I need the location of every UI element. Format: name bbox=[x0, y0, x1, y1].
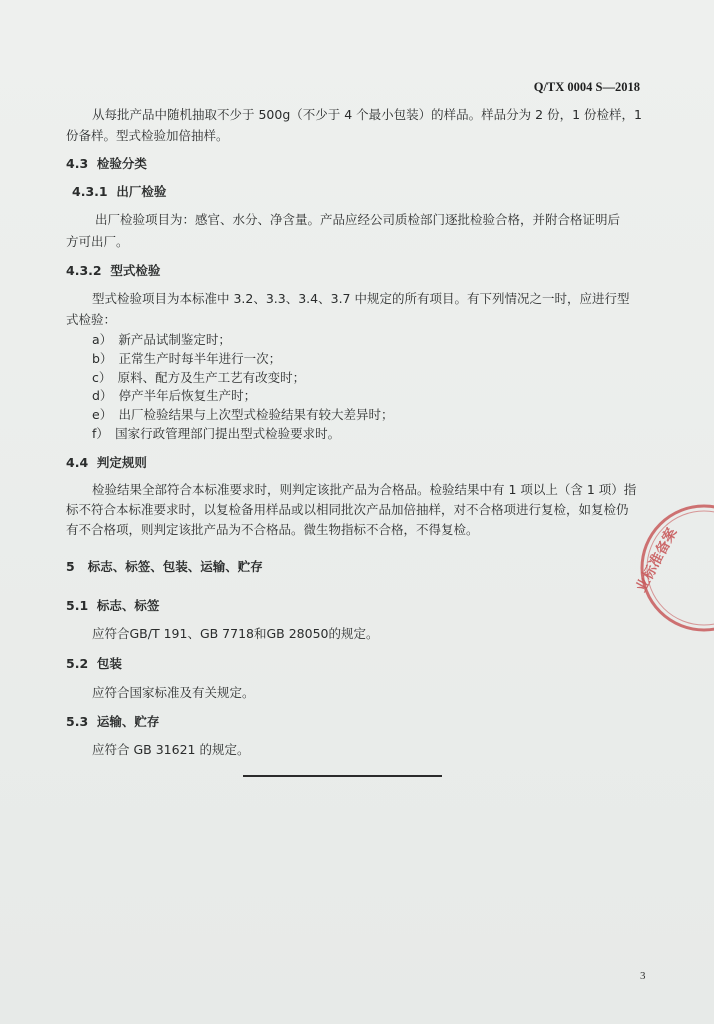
intro-line-2: 份备样。型式检验加倍抽样。 bbox=[66, 128, 229, 143]
section-title: 型式检验 bbox=[110, 263, 161, 278]
section-number: 4.3.1 bbox=[72, 184, 108, 199]
section-title: 检验分类 bbox=[96, 156, 147, 171]
judgement-line-3: 有不合格项，则判定该批产品为不合格品。微生物指标不合格，不得复检。 bbox=[66, 522, 479, 537]
type-inspection-line-2: 式检验： bbox=[66, 312, 117, 327]
section-number: 5.1 bbox=[66, 598, 89, 613]
section-4-3-1-heading bbox=[72, 184, 166, 200]
section-4-3-2-heading bbox=[66, 263, 160, 279]
end-divider bbox=[243, 775, 442, 777]
section-number: 4.4 bbox=[66, 455, 89, 470]
section-title: 标志、标签、包装、运输、贮存 bbox=[87, 559, 263, 574]
list-item: f） 国家行政管理部门提出型式检验要求时。 bbox=[92, 426, 341, 441]
packaging-body: 应符合国家标准及有关规定。 bbox=[92, 685, 255, 700]
type-inspection-line-1: 型式检验项目为本标准中 3.2、3.3、3.4、3.7 中规定的所有项目。有下列情况之一时，应进行型 bbox=[92, 291, 630, 306]
page-number: 3 bbox=[640, 970, 646, 982]
section-4-4-heading bbox=[66, 455, 147, 471]
factory-inspection-line-2: 方可出厂。 bbox=[66, 234, 129, 249]
section-number: 4.3 bbox=[66, 156, 89, 171]
judgement-line-2: 标不符合本标准要求时，以复检备用样品或以相同批次产品加倍抽样，对不合格项进行复检，如复检仍 bbox=[66, 502, 629, 517]
section-4-3-heading bbox=[66, 156, 147, 172]
list-item: e） 出厂检验结果与上次型式检验结果有较大差异时； bbox=[92, 407, 394, 422]
section-title: 包装 bbox=[96, 656, 122, 671]
section-title: 出厂检验 bbox=[116, 184, 167, 199]
section-title: 标志、标签 bbox=[96, 598, 160, 613]
section-5-1-heading bbox=[66, 598, 159, 614]
stamp-text: 业标准备案 bbox=[633, 525, 681, 595]
section-title: 判定规则 bbox=[96, 455, 147, 470]
factory-inspection-line-1: 出厂检验项目为：感官、水分、净含量。产品应经公司质检部门逐批检验合格，并附合格证明后 bbox=[95, 212, 621, 227]
section-number: 5.2 bbox=[66, 656, 89, 671]
section-5-3-heading bbox=[66, 714, 159, 730]
section-number: 4.3.2 bbox=[66, 263, 102, 278]
section-5-heading bbox=[66, 559, 263, 575]
judgement-line-1: 检验结果全部符合本标准要求时，则判定该批产品为合格品。检验结果中有 1 项以上（含 1 项）指 bbox=[92, 482, 637, 497]
list-item: c） 原料、配方及生产工艺有改变时； bbox=[92, 370, 306, 385]
list-item: b） 正常生产时每半年进行一次； bbox=[92, 351, 282, 366]
section-title: 运输、贮存 bbox=[96, 714, 160, 729]
intro-line-1: 从每批产品中随机抽取不少于 500g（不少于 4 个最小包装）的样品。样品分为 2 份，1 份检样，1 bbox=[92, 107, 642, 122]
list-item: a） 新产品试制鉴定时； bbox=[92, 332, 231, 347]
filing-stamp bbox=[624, 498, 714, 648]
list-item: d） 停产半年后恢复生产时； bbox=[92, 388, 257, 403]
section-number: 5.3 bbox=[66, 714, 89, 729]
marking-body: 应符合GB/T 191、GB 7718和GB 28050的规定。 bbox=[92, 626, 379, 641]
transport-body: 应符合 GB 31621 的规定。 bbox=[92, 742, 250, 757]
document-code: Q/TX 0004 S—2018 bbox=[533, 80, 640, 94]
section-5-2-heading bbox=[66, 656, 122, 672]
section-number: 5 bbox=[66, 559, 75, 574]
